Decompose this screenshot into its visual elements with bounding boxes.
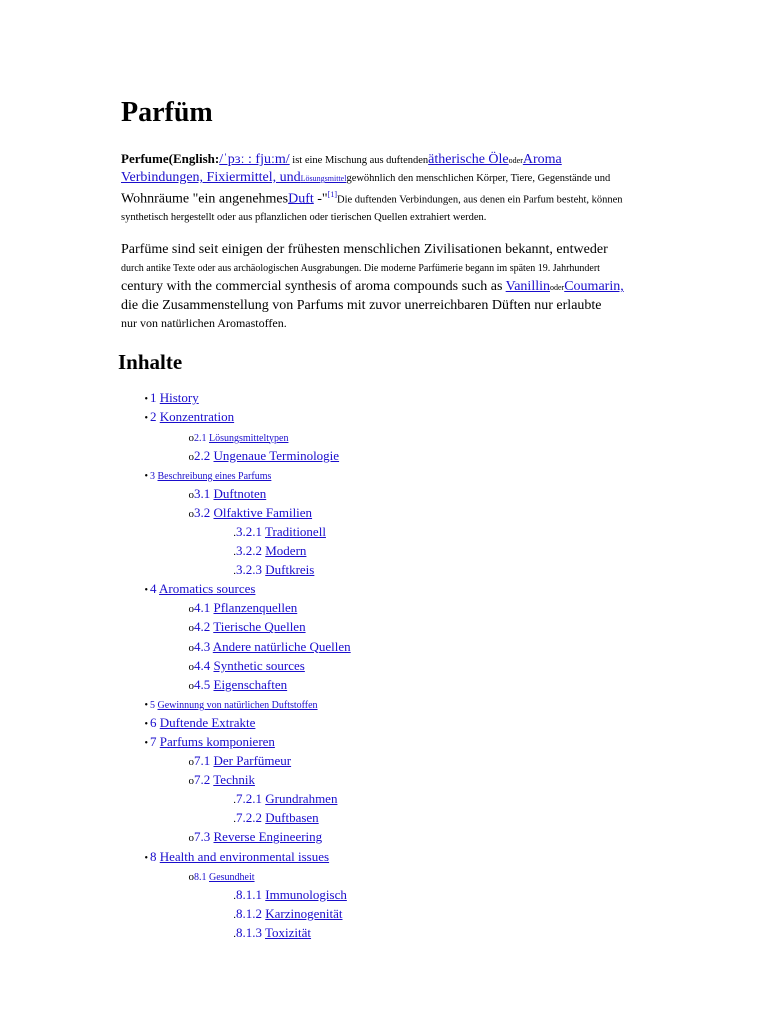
toc-number: 1: [150, 390, 160, 406]
toc-number: 3.2.1: [236, 523, 266, 539]
toc-link[interactable]: Gewinnung von natürlichen Duftstoffen: [157, 699, 318, 711]
toc-marker: •: [144, 738, 148, 750]
toc-link[interactable]: Lösungsmitteltypen: [209, 432, 289, 444]
toc-item: [121, 638, 681, 657]
toc-link[interactable]: Beschreibung eines Parfums: [157, 470, 272, 482]
toc-number: 7.1: [194, 753, 214, 769]
toc-number: 4.1: [194, 600, 214, 616]
para2-text-oder: oder: [550, 283, 565, 293]
toc-item: [121, 618, 681, 637]
toc-item: [121, 599, 681, 618]
toc-marker: o: [188, 641, 194, 654]
toc-link[interactable]: Ungenaue Terminologie: [213, 447, 340, 463]
toc-marker: •: [144, 718, 148, 730]
toc-item: [121, 828, 681, 847]
toc-link[interactable]: Technik: [213, 772, 255, 788]
toc-marker: o: [188, 488, 194, 501]
reference-1[interactable]: [1]: [327, 190, 337, 199]
toc-item: [121, 542, 681, 561]
toc-link[interactable]: Reverse Engineering: [213, 829, 323, 845]
toc-marker: •: [144, 585, 148, 597]
history-paragraph: [121, 240, 681, 332]
toc-marker: .: [233, 526, 236, 539]
lead-text-7: Die duftenden Verbindungen, aus denen ein Parfum besteht, können: [336, 194, 623, 206]
toc-link[interactable]: Duftnoten: [213, 485, 267, 501]
toc-number: 2.1: [194, 432, 209, 444]
toc-marker: o: [188, 660, 194, 673]
toc-item: [121, 466, 681, 485]
toc-number: 2: [150, 409, 160, 425]
toc-number: 3.1: [194, 485, 214, 501]
link-vanillin[interactable]: Vanillin: [505, 279, 550, 295]
toc-item: [121, 447, 681, 466]
toc-marker: •: [144, 413, 148, 425]
toc-link[interactable]: Duftbasen: [265, 810, 319, 826]
toc-item: [121, 408, 681, 427]
ipa-link[interactable]: /ˈpɜː : fjuːm/: [219, 152, 290, 167]
toc-number: 3.2: [194, 504, 214, 520]
toc-item: [121, 848, 681, 867]
toc-item: [121, 924, 681, 943]
toc-marker: •: [144, 470, 148, 482]
toc-marker: o: [188, 450, 194, 463]
toc-number: 6: [150, 714, 160, 730]
toc-link[interactable]: Konzentration: [159, 409, 235, 425]
toc-item: [121, 561, 681, 580]
toc-item: [121, 485, 681, 504]
toc-number: 7.2.2: [236, 810, 266, 826]
toc-number: 3.2.3: [236, 562, 266, 578]
para2-line-2: durch antike Texte oder aus archäologischen Ausgrabungen. Die moderne Parfümerie begann im späten 19. Jahrhundert: [121, 263, 600, 275]
toc-marker: •: [144, 394, 148, 406]
link-aetherische-oele[interactable]: ätherische Öle: [428, 152, 509, 167]
toc-number: 7.3: [194, 829, 214, 845]
page-title: Parfüm: [121, 97, 213, 128]
toc-marker: o: [188, 870, 194, 883]
toc-number: 8.1.3: [236, 924, 266, 940]
toc-link[interactable]: Eigenschaften: [213, 676, 288, 692]
toc-item: [121, 905, 681, 924]
toc-marker: o: [188, 431, 194, 444]
lead-text-8: synthetisch hergestellt oder aus pflanzlichen oder tierischen Quellen extrahiert werden.: [121, 212, 487, 224]
link-verbindungen[interactable]: Verbindungen, Fixiermittel, und: [121, 170, 301, 185]
toc-link[interactable]: Toxizität: [265, 924, 312, 940]
toc-heading: Inhalte: [118, 350, 183, 375]
para2-line-1: Parfüme sind seit einigen der frühesten menschlichen Zivilisationen bekannt, entweder: [121, 242, 608, 258]
toc-link[interactable]: Synthetic sources: [213, 657, 305, 673]
toc-link[interactable]: Duftkreis: [265, 562, 315, 578]
toc-number: 4.3: [194, 638, 213, 654]
toc-link[interactable]: Der Parfümeur: [213, 753, 292, 769]
toc-item: [121, 714, 681, 733]
toc-item: [121, 733, 681, 752]
toc-link[interactable]: Andere natürliche Quellen: [212, 638, 351, 654]
toc-number: 5: [150, 699, 158, 711]
toc-link[interactable]: Olfaktive Familien: [213, 504, 313, 520]
lead-paragraph: [121, 151, 681, 226]
toc-number: 3.2.2: [236, 543, 266, 559]
toc-marker: o: [188, 775, 194, 788]
link-coumarin[interactable]: Coumarin,: [564, 279, 624, 295]
article: [118, 96, 681, 943]
toc-marker: .: [233, 813, 236, 826]
lead-text-1: ist eine Mischung aus duftenden: [289, 155, 429, 166]
toc-marker: .: [233, 908, 236, 921]
toc-marker: o: [188, 507, 194, 520]
toc-number: 8: [150, 848, 160, 864]
toc-number: 3: [150, 470, 158, 482]
toc-item: [121, 389, 681, 408]
toc-marker: •: [144, 699, 148, 711]
lead-text-4: gewöhnlich den menschlichen Körper, Tiere, Gegenstände und: [346, 173, 611, 184]
toc-marker: o: [188, 832, 194, 845]
toc-item: [121, 580, 681, 599]
para2-line-5: nur von natürlichen Aromastoffen.: [121, 316, 287, 331]
toc-item: [121, 504, 681, 523]
toc-number: 7.2.1: [236, 791, 266, 807]
table-of-contents: [121, 389, 681, 943]
toc-marker: .: [233, 546, 236, 559]
toc-link[interactable]: Immunologisch: [265, 886, 347, 902]
toc-number: 8.1: [194, 871, 209, 883]
toc-marker: .: [233, 794, 236, 807]
lead-text-6: -": [313, 191, 328, 207]
toc-link[interactable]: Duftende Extrakte: [159, 714, 256, 730]
toc-item: [121, 657, 681, 676]
toc-number: 4.4: [194, 657, 214, 673]
toc-link[interactable]: Health and environmental issues: [159, 848, 330, 864]
toc-item: [121, 809, 681, 828]
toc-link[interactable]: Traditionell: [265, 523, 326, 539]
toc-link[interactable]: Aromatics sources: [159, 581, 256, 597]
toc-marker: .: [233, 927, 236, 940]
toc-link[interactable]: Tierische Quellen: [213, 619, 306, 635]
toc-number: 8.1.2: [236, 905, 266, 921]
toc-item: [121, 752, 681, 771]
toc-item: [121, 790, 681, 809]
toc-marker: .: [233, 565, 236, 578]
toc-item: [121, 676, 681, 695]
link-duft[interactable]: Duft: [288, 191, 314, 207]
toc-item: [121, 695, 681, 714]
toc-number: 4.5: [194, 676, 214, 692]
toc-marker: .: [233, 889, 236, 902]
lead-text-oder: oder: [508, 156, 523, 165]
toc-item: [121, 428, 681, 447]
toc-marker: o: [188, 603, 194, 616]
toc-item: [121, 523, 681, 542]
toc-link[interactable]: Pflanzenquellen: [213, 600, 298, 616]
para2-line-4: die die Zusammenstellung von Parfums mit zuvor unerreichbaren Düften nur erlaubte: [121, 298, 602, 314]
toc-link[interactable]: Gesundheit: [209, 871, 255, 883]
toc-marker: o: [188, 756, 194, 769]
toc-marker: •: [144, 852, 148, 864]
toc-number: 2.2: [194, 447, 214, 463]
toc-link[interactable]: Grundrahmen: [265, 791, 338, 807]
lead-term: Perfume(English:: [121, 151, 220, 166]
toc-item: [121, 771, 681, 790]
link-aroma[interactable]: Aroma: [522, 152, 562, 167]
lead-text-5: Wohnräume "ein angenehmes: [121, 191, 289, 207]
para2-line-3: century with the commercial synthesis of aroma compounds such as: [121, 279, 506, 295]
toc-number: 4: [150, 581, 160, 597]
toc-number: 8.1.1: [236, 886, 266, 902]
toc-number: 4.2: [194, 619, 214, 635]
toc-link[interactable]: Karzinogenität: [265, 905, 343, 921]
link-loesungsmittel[interactable]: Lösungsmittel: [300, 174, 347, 183]
toc-link[interactable]: History: [159, 390, 199, 406]
toc-link[interactable]: Parfums komponieren: [159, 734, 275, 750]
toc-link[interactable]: Modern: [265, 543, 307, 559]
toc-number: 7: [150, 734, 160, 750]
toc-item: [121, 886, 681, 905]
toc-number: 7.2: [194, 772, 214, 788]
toc-item: [121, 867, 681, 886]
toc-marker: o: [188, 622, 194, 635]
toc-marker: o: [188, 679, 194, 692]
